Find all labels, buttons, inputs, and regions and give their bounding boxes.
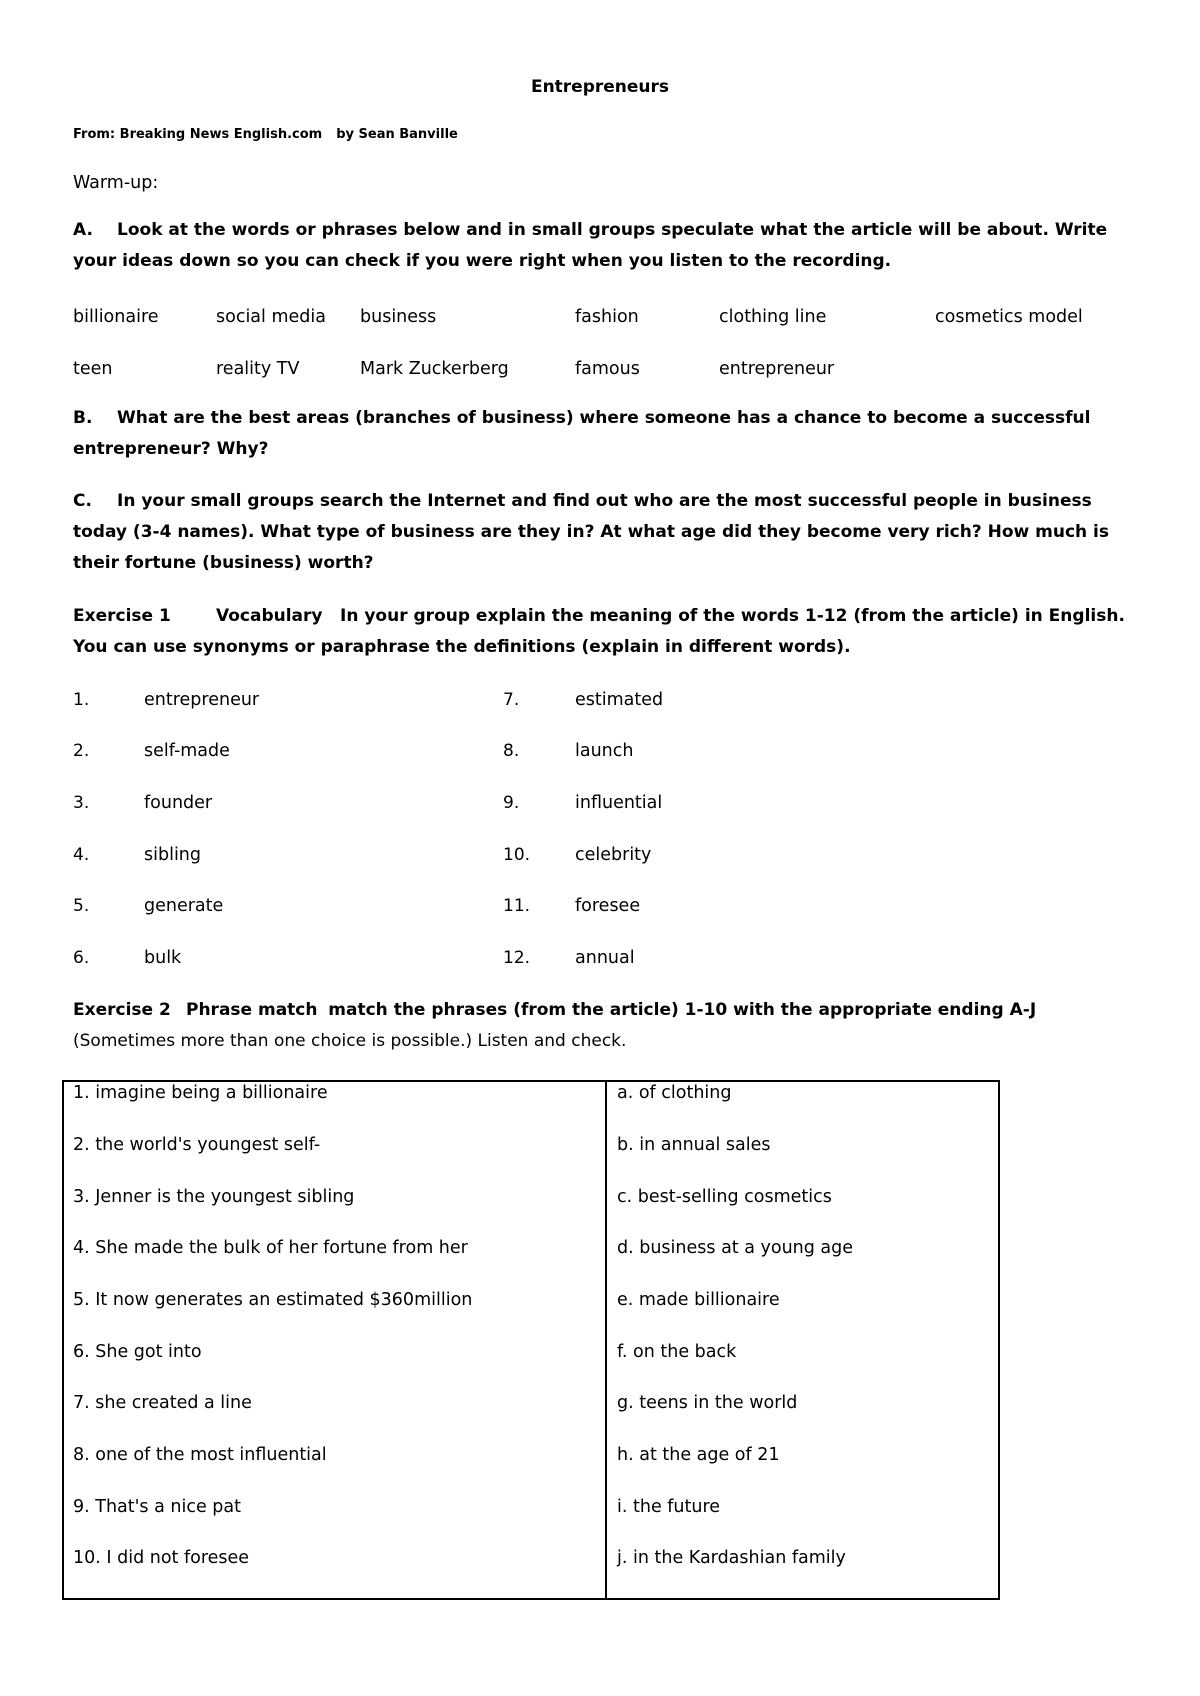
page-title: Entrepreneurs xyxy=(530,77,670,97)
vocab-word: annual xyxy=(575,948,635,968)
ending-cell: b. in annual sales xyxy=(617,1135,771,1155)
ending-cell: d. business at a young age xyxy=(617,1238,854,1258)
section-b xyxy=(73,403,1143,465)
ending-cell: g. teens in the world xyxy=(617,1393,798,1413)
vocab-word: influential xyxy=(575,793,663,813)
vocab-number: 11. xyxy=(503,896,531,916)
phrase-cell: 6. She got into xyxy=(73,1342,202,1362)
section-b-label: B. xyxy=(73,408,93,428)
exercise2-instructions-bold: match the phrases (from the article) 1-10 with the appropriate ending A-J xyxy=(328,1000,1037,1020)
vocab-number: 6. xyxy=(73,948,90,968)
phrase-cell: 8. one of the most influential xyxy=(73,1445,327,1465)
vocab-word: sibling xyxy=(144,845,202,865)
table-divider xyxy=(605,1082,607,1598)
vocab-word: estimated xyxy=(575,690,664,710)
word-item: fashion xyxy=(575,307,639,327)
vocab-word: generate xyxy=(144,896,224,916)
ending-cell: c. best-selling cosmetics xyxy=(617,1187,832,1207)
section-c-text: In your small groups search the Internet and find out who are the most successful people in business today (3-4 names). What type of business are they in? At what age did they become very rich? How much is their fortune (business) worth? xyxy=(73,491,1110,573)
word-item: reality TV xyxy=(216,359,300,379)
ending-cell: h. at the age of 21 xyxy=(617,1445,780,1465)
phrase-match-table xyxy=(62,1080,1000,1600)
word-item: famous xyxy=(575,359,640,379)
section-b-text: What are the best areas (branches of business) where someone has a chance to become a successful entrepreneur? Why? xyxy=(73,408,1091,459)
section-c xyxy=(73,486,1143,579)
section-a xyxy=(73,215,1143,277)
exercise2-title: Phrase match xyxy=(186,1000,318,1020)
vocab-word: entrepreneur xyxy=(144,690,260,710)
phrase-cell: 3. Jenner is the youngest sibling xyxy=(73,1187,355,1207)
source-from: From: Breaking News English.com xyxy=(73,127,323,142)
vocab-word: self-made xyxy=(144,741,230,761)
phrase-cell: 4. She made the bulk of her fortune from her xyxy=(73,1238,468,1258)
vocab-number: 10. xyxy=(503,845,531,865)
word-item: business xyxy=(360,307,437,327)
exercise1-label: Exercise 1 xyxy=(73,606,171,626)
vocab-number: 2. xyxy=(73,741,90,761)
vocab-number: 4. xyxy=(73,845,90,865)
vocab-word: launch xyxy=(575,741,634,761)
warmup-heading: Warm-up: xyxy=(73,173,159,193)
vocab-number: 3. xyxy=(73,793,90,813)
word-item: billionaire xyxy=(73,307,159,327)
vocab-word: bulk xyxy=(144,948,182,968)
ending-cell: i. the future xyxy=(617,1497,721,1517)
exercise2-heading xyxy=(73,995,1143,1057)
vocab-number: 12. xyxy=(503,948,531,968)
source-author: by Sean Banville xyxy=(336,127,458,142)
section-a-label: A. xyxy=(73,220,93,240)
word-item: teen xyxy=(73,359,113,379)
word-item: Mark Zuckerberg xyxy=(360,359,509,379)
exercise1-instructions: In your group explain the meaning of the words 1-12 (from the article) in English. You can use synonyms or paraphrase the definitions (explain in different words). xyxy=(73,606,1125,657)
section-c-label: C. xyxy=(73,491,92,511)
section-a-text: Look at the words or phrases below and in small groups speculate what the article will be about. Write your ideas down so you can check if you were right when you listen to the recording. xyxy=(73,220,1108,271)
phrase-cell: 7. she created a line xyxy=(73,1393,252,1413)
word-item: social media xyxy=(216,307,326,327)
phrase-cell: 9. That's a nice pat xyxy=(73,1497,242,1517)
vocab-word: foresee xyxy=(575,896,641,916)
phrase-cell: 10. I did not foresee xyxy=(73,1548,250,1568)
source-line xyxy=(73,127,458,142)
phrase-cell: 2. the world's youngest self- xyxy=(73,1135,321,1155)
phrase-cell: 5. It now generates an estimated $360million xyxy=(73,1290,473,1310)
exercise2-label: Exercise 2 xyxy=(73,1000,171,1020)
phrase-cell: 1. imagine being a billionaire xyxy=(73,1083,328,1103)
vocab-number: 1. xyxy=(73,690,90,710)
vocab-word: celebrity xyxy=(575,845,652,865)
word-item: clothing line xyxy=(719,307,827,327)
vocab-number: 5. xyxy=(73,896,90,916)
word-item: entrepreneur xyxy=(719,359,835,379)
ending-cell: a. of clothing xyxy=(617,1083,732,1103)
ending-cell: e. made billionaire xyxy=(617,1290,780,1310)
exercise1-title: Vocabulary xyxy=(216,606,323,626)
ending-cell: f. on the back xyxy=(617,1342,737,1362)
ending-cell: j. in the Kardashian family xyxy=(617,1548,846,1568)
vocab-number: 9. xyxy=(503,793,520,813)
exercise1-heading xyxy=(73,601,1143,663)
word-item: cosmetics model xyxy=(935,307,1083,327)
vocab-number: 7. xyxy=(503,690,520,710)
vocab-number: 8. xyxy=(503,741,520,761)
vocab-word: founder xyxy=(144,793,213,813)
exercise2-instructions-normal: (Sometimes more than one choice is possible.) Listen and check. xyxy=(73,1031,627,1051)
